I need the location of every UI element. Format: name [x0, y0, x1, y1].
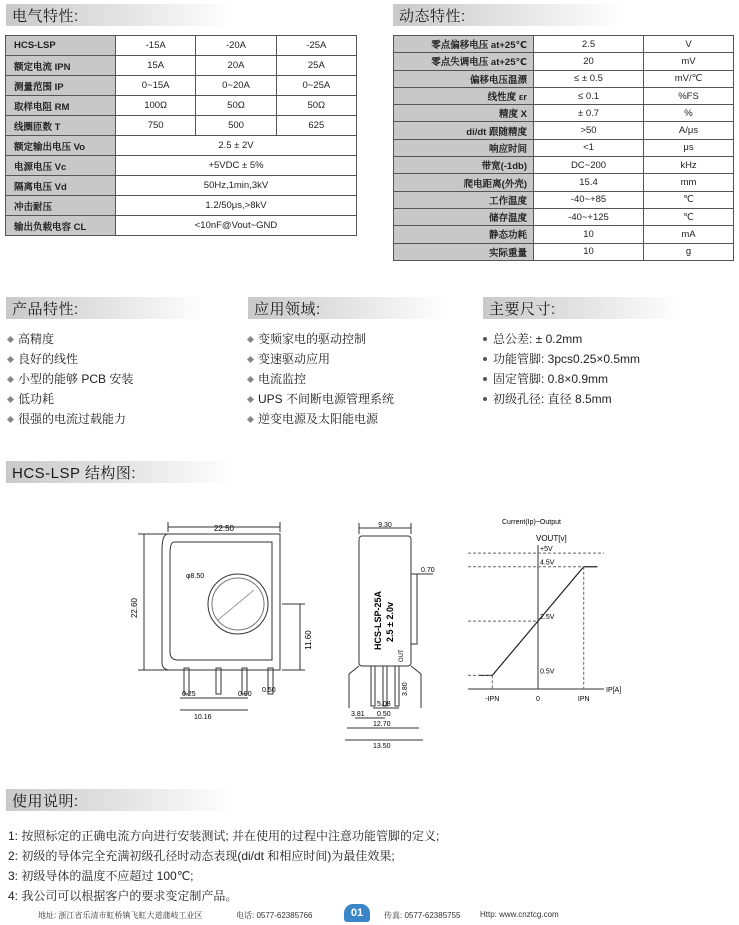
row-label: 爬电距离(外壳)	[394, 174, 534, 191]
table-row	[394, 70, 734, 87]
list-item-text: 功能管脚: 3pcs0.25×0.5mm	[493, 352, 641, 366]
row-label: 输出负载电容 CL	[6, 216, 116, 236]
bullet-icon	[7, 415, 14, 422]
pin-2	[216, 668, 221, 694]
bullet-icon	[7, 335, 14, 342]
cell-value: ℃	[644, 191, 734, 208]
usage-item: 2: 初级的导体完全充满初级孔径时动态表现(di/dt 和相应时间)为最佳效果;	[8, 849, 395, 863]
bullet-icon	[7, 355, 14, 362]
bullet-icon	[247, 335, 254, 342]
cell-value: ℃	[644, 208, 734, 225]
row-label: 测量范围 IP	[6, 76, 116, 96]
cell-value: %FS	[644, 87, 734, 104]
side-tab	[411, 574, 417, 644]
bullet-icon	[7, 395, 14, 402]
table-row	[394, 122, 734, 139]
table-row	[394, 87, 734, 104]
row-label: 工作温度	[394, 191, 534, 208]
list-item	[248, 329, 394, 349]
list-item-text: 初级孔径: 直径 8.5mm	[493, 392, 612, 406]
cell-value: >50	[534, 122, 644, 139]
list-item	[8, 389, 133, 409]
cell-value: <1	[534, 139, 644, 156]
table-row	[394, 105, 734, 122]
current-output-chart	[468, 515, 640, 713]
side-dim-d3: 0.50	[377, 711, 391, 718]
row-label: 零点失调电压 at+25℃	[394, 53, 534, 70]
list-item-text: 小型的能够 PCB 安装	[18, 372, 134, 386]
dim-d4: 0.50	[262, 687, 276, 694]
footer-fax: 传真: 0577-62385755	[384, 911, 461, 920]
x-tick-label: -IPN	[485, 696, 500, 703]
cell-value: 20	[534, 53, 644, 70]
table-row	[394, 174, 734, 191]
row-label: 额定输出电压 Vo	[6, 136, 116, 156]
section-header-product: 产品特性:	[6, 297, 206, 319]
list-item	[248, 369, 394, 389]
row-label: 零点偏移电压 at+25℃	[394, 36, 534, 53]
list-item	[483, 349, 640, 369]
footer-phone: 电话: 0577-62385766	[236, 911, 313, 920]
list-item	[483, 369, 640, 389]
cell-value: g	[644, 243, 734, 260]
outer-outline	[162, 534, 280, 670]
footer-address: 地址: 浙江省乐清市虹桥镇飞虹大道蒲岐工业区	[38, 911, 203, 920]
cell-value: ≤ ± 0.5	[534, 70, 644, 87]
table-row	[6, 56, 357, 76]
cell-value: 0~15A	[116, 76, 196, 96]
table-row	[394, 53, 734, 70]
cell-value: DC~200	[534, 157, 644, 174]
cell-value: 15A	[116, 56, 196, 76]
side-dim-d2: 5.08	[377, 701, 391, 708]
list-item	[8, 369, 133, 389]
cell-value: mm	[644, 174, 734, 191]
row-label: 线性度 εr	[394, 87, 534, 104]
y-tick-label: +5V	[540, 546, 553, 554]
cell-value: 10	[534, 226, 644, 243]
dim-hole: φ8.50	[186, 573, 205, 580]
side-label-spec: 2.5 ± 2.0v	[385, 602, 395, 642]
row-label: 额定电流 IPN	[6, 56, 116, 76]
cell-value: 625	[276, 116, 356, 136]
section-header-dimensions: 主要尺寸:	[483, 297, 683, 319]
row-label: 隔离电压 Vd	[6, 176, 116, 196]
page-number: 01	[344, 904, 370, 922]
list-item-text: 总公差: ± 0.2mm	[493, 332, 583, 346]
cell-value: 2.5 ± 2V	[116, 136, 357, 156]
bullet-icon	[483, 337, 487, 341]
table-row	[6, 96, 357, 116]
y-tick-label: 0.5V	[540, 668, 555, 676]
cell-value: 1.2/50μs,>8kV	[116, 196, 357, 216]
table-row	[6, 156, 357, 176]
bullet-icon	[247, 415, 254, 422]
dimension-list	[483, 329, 640, 409]
row-label: 实际重量	[394, 243, 534, 260]
cell-value: kHz	[644, 157, 734, 174]
side-bracket-left	[349, 666, 359, 708]
cell-value: <10nF@Vout~GND	[116, 216, 357, 236]
cell-value: -15A	[116, 36, 196, 56]
table-row	[6, 36, 357, 56]
usage-item: 1: 按照标定的正确电流方向进行安装测试; 并在使用的过程中注意功能管脚的定义;	[8, 829, 440, 843]
cell-value: -40~+125	[534, 208, 644, 225]
cell-value: 0~25A	[276, 76, 356, 96]
dim-width: 22.50	[213, 524, 235, 533]
side-pin-3	[395, 666, 399, 706]
side-dim-d1: 3.81	[351, 711, 365, 718]
row-label: 偏移电压温漂	[394, 70, 534, 87]
cell-value: 20A	[196, 56, 276, 76]
row-label: 精度 X	[394, 105, 534, 122]
table-row	[6, 76, 357, 96]
cell-value: -20A	[196, 36, 276, 56]
row-label: 电源电压 Vc	[6, 156, 116, 176]
table-row	[394, 36, 734, 53]
dim-d1: 0.25	[182, 691, 196, 698]
cell-value: ± 0.7	[534, 105, 644, 122]
cell-value: 10	[534, 243, 644, 260]
aperture-circle	[208, 574, 268, 634]
list-item-text: 固定管脚: 0.8×0.9mm	[493, 372, 609, 386]
cell-value: 15.4	[534, 174, 644, 191]
list-item	[483, 329, 640, 349]
cell-value: 100Ω	[116, 96, 196, 116]
list-item	[8, 329, 133, 349]
cell-value: 50Ω	[276, 96, 356, 116]
row-label: HCS-LSP	[6, 36, 116, 56]
cell-value: mA	[644, 226, 734, 243]
row-label: 带宽(-1db)	[394, 157, 534, 174]
dim-height: 22.60	[130, 597, 139, 619]
cell-value: -25A	[276, 36, 356, 56]
list-item	[248, 349, 394, 369]
list-item	[8, 409, 133, 429]
bullet-icon	[247, 355, 254, 362]
table-row	[394, 226, 734, 243]
list-item-text: 变速驱动应用	[258, 352, 331, 366]
cell-value: 500	[196, 116, 276, 136]
usage-instructions	[8, 826, 439, 906]
side-bracket-right	[411, 666, 421, 708]
y-tick-label: 2.5V	[540, 614, 555, 622]
side-dim-pin: 0.70	[421, 567, 435, 574]
y-tick-label: 4.5V	[540, 559, 555, 567]
list-item	[8, 349, 133, 369]
cell-value: mV/℃	[644, 70, 734, 87]
dim-d3: 0.90	[238, 691, 252, 698]
cell-value: V	[644, 36, 734, 53]
side-label-out: OUT	[399, 649, 405, 662]
row-label: 响应时间	[394, 139, 534, 156]
list-item-text: UPS 不间断电源管理系统	[258, 392, 395, 406]
dim-right: 11.60	[304, 630, 313, 650]
cell-value: 50Hz,1min,3kV	[116, 176, 357, 196]
table-row	[394, 191, 734, 208]
side-body	[359, 536, 411, 666]
section-header-structure: HCS-LSP 结构图:	[6, 461, 236, 483]
list-item-text: 高精度	[18, 332, 55, 346]
cell-value: 2.5	[534, 36, 644, 53]
table-row	[6, 176, 357, 196]
bullet-icon	[483, 397, 487, 401]
table-row	[6, 216, 357, 236]
x-tick-label: IPN	[577, 696, 590, 703]
row-label: 线圈匝数 T	[6, 116, 116, 136]
bullet-icon	[483, 357, 487, 361]
list-item-text: 很强的电流过载能力	[18, 412, 127, 426]
bullet-icon	[247, 375, 254, 382]
table-row	[6, 136, 357, 156]
usage-item: 4: 我公司可以根据客户的要求变定制产品。	[8, 889, 238, 903]
section-header-usage: 使用说明:	[6, 789, 236, 811]
list-item-text: 低功耗	[18, 392, 55, 406]
list-item	[248, 389, 394, 409]
dim-d2: 10.16	[194, 714, 212, 721]
row-label: 冲击耐压	[6, 196, 116, 216]
table-row	[394, 157, 734, 174]
table-row	[394, 139, 734, 156]
list-item-text: 变频家电的驱动控制	[258, 332, 367, 346]
application-list	[248, 329, 394, 429]
usage-item: 3: 初级导体的温度不应超过 100℃;	[8, 869, 194, 883]
chart-xlabel: IP[A]	[606, 687, 622, 694]
cell-value: 750	[116, 116, 196, 136]
electrical-spec-table	[5, 35, 357, 236]
list-item-text: 电流监控	[258, 372, 307, 386]
side-pin-1	[371, 666, 375, 706]
cell-value: A/μs	[644, 122, 734, 139]
bullet-icon	[247, 395, 254, 402]
list-item-text: 逆变电源及太阳能电源	[258, 412, 379, 426]
side-dim-d6: 3.80	[402, 682, 409, 696]
x-tick-label: 0	[536, 696, 540, 703]
table-row	[394, 243, 734, 260]
side-label-model: HCS-LSP-25A	[373, 590, 383, 650]
table-row	[6, 116, 357, 136]
section-header-dynamic: 动态特性:	[393, 4, 623, 26]
side-view-drawing	[335, 518, 445, 750]
row-label: 储存温度	[394, 208, 534, 225]
front-view-drawing	[130, 520, 320, 740]
inner-outline	[170, 542, 272, 660]
side-dim-d4: 12.70	[373, 721, 391, 728]
cell-value: %	[644, 105, 734, 122]
side-dim-top: 9.30	[378, 522, 392, 529]
aperture-inner-circle	[212, 578, 264, 630]
row-label: 静态功耗	[394, 226, 534, 243]
cell-value: 50Ω	[196, 96, 276, 116]
chart-ylabel: VOUT[v]	[536, 534, 567, 543]
cell-value: -40~+85	[534, 191, 644, 208]
list-item	[483, 389, 640, 409]
cell-value: 25A	[276, 56, 356, 76]
cell-value: ≤ 0.1	[534, 87, 644, 104]
row-label: di/dt 跟随精度	[394, 122, 534, 139]
list-item	[248, 409, 394, 429]
side-pin-2	[383, 666, 387, 706]
table-row	[394, 208, 734, 225]
list-item-text: 良好的线性	[18, 352, 79, 366]
cell-value: mV	[644, 53, 734, 70]
product-feature-list	[8, 329, 133, 429]
table-row	[6, 196, 357, 216]
cell-value: μs	[644, 139, 734, 156]
chart-title: Current(Ip)~Output	[502, 519, 561, 526]
bullet-icon	[7, 375, 14, 382]
bullet-icon	[483, 377, 487, 381]
section-header-application: 应用领域:	[248, 297, 448, 319]
cell-value: 0~20A	[196, 76, 276, 96]
row-label: 取样电阻 RM	[6, 96, 116, 116]
side-dim-d5: 13.50	[373, 743, 391, 750]
footer-website: Http: www.cnztcg.com	[480, 910, 559, 919]
cell-value: +5VDC ± 5%	[116, 156, 357, 176]
dynamic-spec-table	[393, 35, 734, 261]
section-header-electrical: 电气特性:	[6, 4, 236, 26]
